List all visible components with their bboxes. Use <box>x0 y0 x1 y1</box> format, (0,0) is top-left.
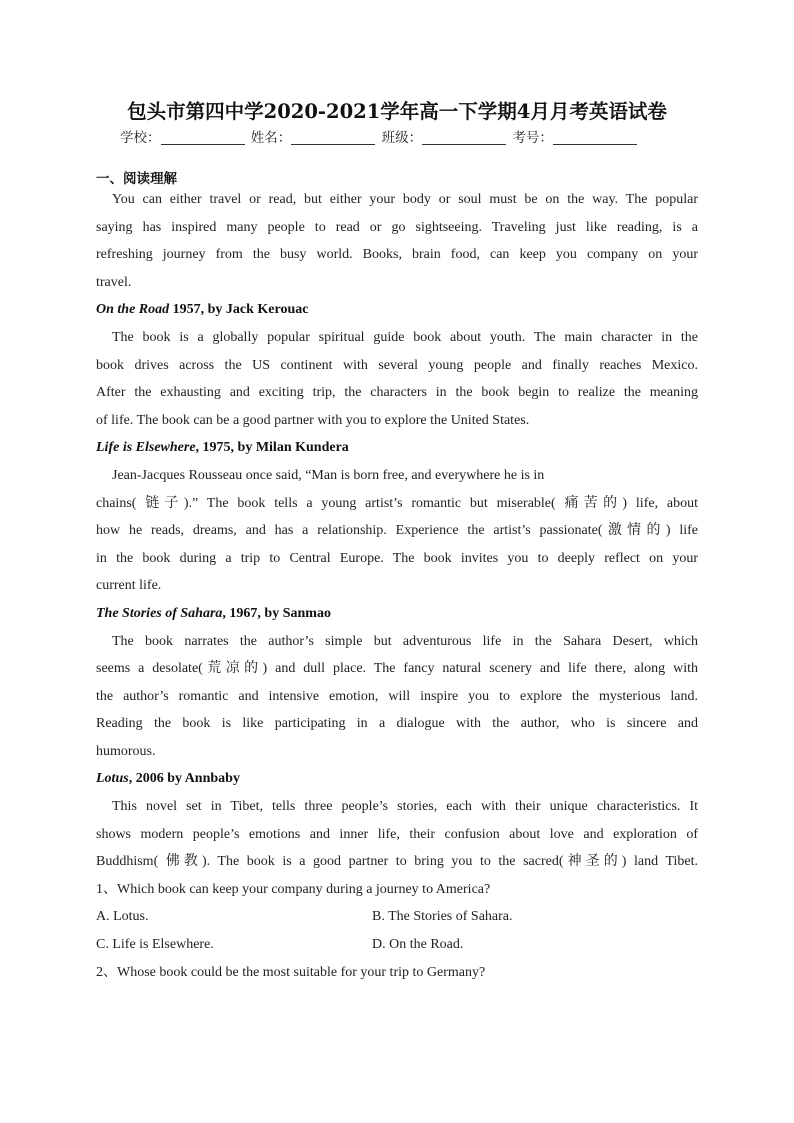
book-meta: , 1967, by Sanmao <box>222 605 331 621</box>
intro-line: You can either travel or read, but either your body or soul must be on the way. The popular <box>112 192 698 207</box>
question-1-options-row <box>96 903 698 931</box>
book-meta: , 1975, by Milan Kundera <box>195 440 349 456</box>
book-line: After the exhausting and exciting trip, the characters in the book begin to realize the meaning <box>96 385 698 401</box>
book-line: The book is a globally popular spiritual guide book about youth. The main character in the <box>112 329 698 345</box>
book-meta: 1957, by Jack Kerouac <box>169 302 309 318</box>
school-label: 学校： <box>120 130 161 146</box>
option-a[interactable]: A. Lotus. <box>96 909 149 925</box>
book-line: how he reads, dreams, and has a relationship. Experience the artist’s passionate(激情的) life <box>96 523 698 539</box>
book-line: This novel set in Tibet, tells three people’s stories, each with their unique characteristics. It <box>112 799 698 815</box>
question-1: 1、Which book can keep your company during a journey to America? <box>96 881 491 897</box>
book-line: humorous. <box>96 743 156 759</box>
option-d[interactable]: D. On the Road. <box>372 937 464 953</box>
name-blank[interactable] <box>291 130 375 145</box>
book-title: The Stories of Sahara <box>96 605 223 621</box>
intro-line: saying has inspired many people to read or go sightseeing. Traveling just like reading, is a <box>96 219 698 235</box>
book-meta: , 2006 by Annbaby <box>128 771 240 787</box>
question-2: 2、Whose book could be the most suitable for your trip to Germany? <box>96 965 486 981</box>
question-1-options-row <box>96 931 698 959</box>
book-title: Life is Elsewhere <box>96 440 196 456</box>
book-heading <box>96 765 698 793</box>
book-line: the author’s romantic and intensive emotion, will inspire you to explore the mysterious land. <box>96 688 698 704</box>
student-info-row <box>120 126 720 146</box>
book-line: Buddhism( 佛教). The book is a good partner to bring you to the sacred(神圣的) land Tibet. <box>96 854 698 870</box>
book-title: Lotus <box>96 771 129 787</box>
book-heading <box>96 296 698 324</box>
book-line: book drives across the US continent with several young people and finally reaches Mexico. <box>96 357 698 373</box>
exam-number-label: 考号： <box>512 130 553 146</box>
book-line: Jean-Jacques Rousseau once said, “Man is born free, and everywhere he is in <box>112 467 545 483</box>
option-b[interactable]: B. The Stories of Sahara. <box>372 909 513 925</box>
book-line: current life. <box>96 578 162 594</box>
book-title: On the Road <box>96 302 170 318</box>
section-heading: 一、阅读理解 <box>96 171 177 187</box>
intro-line: refreshing journey from the busy world. Books, brain food, can keep you company on your <box>96 247 698 263</box>
book-line: chains( 链子).” The book tells a young artist’s romantic but miserable( 痛苦的) life, about <box>96 495 698 511</box>
book-line: in the book during a trip to Central Europe. The book invites you to deeply reflect on your <box>96 550 698 566</box>
book-line: Reading the book is like participating in a dialogue with the author, who is sincere and <box>96 716 698 732</box>
book-line: shows modern people’s emotions and inner life, their confusion about love and exploration of <box>96 826 698 842</box>
exam-number-blank[interactable] <box>553 130 637 145</box>
school-blank[interactable] <box>161 130 245 145</box>
book-line: seems a desolate(荒凉的) and dull place. The fancy natural scenery and life there, along with <box>96 661 698 677</box>
exam-title: 包头市第四中学2020-2021学年高一下学期4月月考英语试卷 <box>127 100 667 123</box>
option-c[interactable]: C. Life is Elsewhere. <box>96 937 214 953</box>
book-heading <box>96 434 698 462</box>
book-line: of life. The book can be a good partner with you to explore the United States. <box>96 412 530 428</box>
intro-line: travel. <box>96 274 132 290</box>
reading-passage <box>96 186 698 987</box>
book-line: The book narrates the author’s simple but adventurous life in the Sahara Desert, which <box>112 633 698 649</box>
book-heading <box>96 600 698 628</box>
name-label: 姓名： <box>250 130 292 146</box>
class-label: 班级： <box>381 130 423 146</box>
class-blank[interactable] <box>422 130 506 145</box>
